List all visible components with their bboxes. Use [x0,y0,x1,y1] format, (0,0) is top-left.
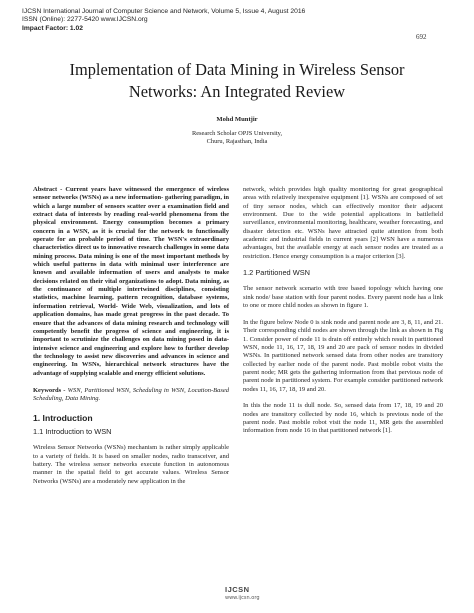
body-line: In this the node 11 is dull node. So, sensed data from 17, 18, [243,402,416,410]
abstract-line: WSNs, hierarchical network structures have the advantage [33,361,230,377]
abstract-line: has made great progress in the past decade. To ensure that [33,311,229,327]
intro-paragraph [33,444,229,486]
intro-line: Wireless Sensor Networks (WSNs) mechanism is rather [33,444,183,452]
body-line: that pervious node of parent node in partitioned system. [243,368,444,385]
body-line: earlier node of the parent node. Past mobile robot visits [278,360,436,368]
body-line: which is previous node of the parent node. Past mobile [243,410,443,426]
body-line: weather forecasting, and disaster detection etc. WSNs [243,219,443,235]
body-line: shown through the link as shown in Fig 1. Consider [243,327,443,343]
body-line: which having one sink node/ base station with four parent [243,285,443,301]
intro-line: Networks (WSNs) are a moderately new application in the [33,477,186,485]
body-line: of sensor nodes in divided WSNs. In partitioned network [243,343,443,360]
topology-paragraph [243,285,443,310]
journal-header-line2: ISSN (Online): 2277-5420 www.IJCSN.org [22,16,148,24]
keywords-line: WSN, Partitioned WSN, Scheduling in WSN, [67,386,188,394]
journal-logo [225,585,260,601]
author-name: Mohd Muntjir [216,116,258,123]
body-line: For example consider partitioned network nodes 11, 16, [243,377,443,393]
body-line: geographical areas with relatively inexpensive equipment [243,186,443,202]
body-line: have attracted quite attention from both academic and [243,227,443,244]
body-line: 17, 18, 19 and 20. [279,385,326,393]
journal-header-line1: IJCSN International Journal of Computer Science and Network, Volume 5, Issue 4, August 2016 [22,8,306,15]
body-line: information from node 16 in that partitioned network [1]. [243,427,392,435]
abstract-line: scatter over a examination field and extract data of interests [33,202,229,219]
abstract-line: research challenges in some data mining process. Data [33,244,230,260]
keywords-line: Location-Based Scheduling, Data Mining. [33,386,229,403]
keywords-label: Keywords - [33,386,68,394]
intro-line: smaller nodes, radio transceiver, and battery. The wireless [33,452,229,468]
journal-logo-mark: IJCSN [225,585,250,594]
affiliation-line1: Research Scholar OPJS University, [191,130,283,137]
abstract-line: Abstract - Current years have witnessed the emergence of [33,186,208,193]
section-heading-introduction: 1. Introduction [33,412,93,423]
abstract-line: WSN's extraordinary characteristics direct us to innovative [33,236,229,252]
journal-header [22,8,322,33]
body-line: robot visit the node 11, MR gets the assembled [312,418,444,426]
body-line: 19 and 20 nodes are transitory collected by node 16, [243,402,443,418]
body-line: the parent node; MR gets the gathering information from [243,360,443,376]
abstract-line: recognition, database systems, information retrieval, World- [33,294,230,310]
abstract-line: useful patterns in data with minimal user interference are [53,261,229,269]
abstract-line: wireless sensor networks (WSNs) as a new information- [33,186,229,202]
abstract-line: discoveries and advances in science and engineering. In [33,352,229,369]
body-line: industrial fields in current years [2] WSN have a [281,236,418,244]
wsn-paragraph [243,186,443,261]
abstract-line: functionally operate for an probable period of time. The [33,227,229,244]
figure-description-paragraph [243,319,443,394]
body-line: sensor nodes are treated as a restriction. Hence energy [243,244,443,260]
intro-line: in the spatial field to get accurate values. Wireless Sensor [56,469,229,477]
body-line: power of node 11 is drain off entirely which result in [274,335,415,343]
abstract-line: the advances of data mining research and technology will [66,319,229,327]
body-line: network, which provides high quality monitoring for great [243,186,410,193]
abstract-line: competently benefit the progress of science and engineering, [33,327,218,335]
paper-title [30,59,444,103]
abstract-line: disciplines, consisting statistics, machine learning, pattern [33,286,229,302]
body-line: nodes. Every parent node has a link to one or more child [243,293,443,310]
body-line: consumption is a major criterion [3]. [310,252,406,260]
abstract-line: how to further develop the technology to assist new [33,344,229,360]
journal-logo-url: www.ijcsn.org [225,595,260,601]
abstract-line: of supplying scalable and energy efficient solutions. [63,369,206,377]
abstract-line: posed in data-intensive science and engineering and explore [33,336,229,352]
left-column [33,186,229,486]
abstract-line: it is important to scrutinize the challenges on data mining [33,327,229,344]
body-line: are 3, 8, 11, and 21. Their corresponding child nodes are [243,318,443,335]
body-line: The sensor network scenario with tree based topology [243,285,395,293]
subsection-heading-intro-wsn: 1.1 Introduction to WSN [33,426,112,436]
intro-line: sensor networks execute function in autonomous manner [33,460,229,477]
body-line: which can effectively monitor their adjacent environment. [243,202,443,219]
subsection-heading-partitioned-wsn: 1.2 Partitioned WSN [243,268,310,278]
body-line: Due to the wide potential applications in battlefield [282,211,443,219]
right-column [243,186,443,436]
abstract-line: make decisions related on their vital organizations to adopt. [33,269,229,285]
body-line: nodes as shown in figure 1. [297,302,369,310]
abstract-line: known and available information of users and analysts to [33,269,214,277]
body-line: surveillance, environmental monitoring, healthcare, [243,219,380,227]
author-affiliation [30,130,444,147]
abstract-line: Data mining, as the continuance of multiple intertwined [33,277,229,294]
abstract-line: by reading real-world phenomena from the physical [33,211,229,227]
body-line: In the figure below Node 0 is sink node and parent node [243,318,392,326]
abstract-line: Wide Web, visualization, and lots of application domains, [33,302,230,319]
impact-factor: Impact Factor: 1.02 [22,24,83,32]
body-line: partitioned WSN, node 11, 16, 17, 18, 19 and 20 are pack [243,335,443,351]
affiliation-line2: Churu, Rajasthan, India [206,138,268,146]
abstract [33,186,229,378]
paper-title-line2: Networks: An Integrated Review [128,82,346,101]
abstract-line: environment. Energy consumption becomes a primary [60,219,229,227]
keywords [33,387,229,404]
body-line: numerous advantages, but the available energy at each [243,236,444,252]
body-line: [1]. WSNs are composed of set of tiny sensor nodes, [243,194,443,210]
page-number: 692 [416,33,427,41]
dull-node-paragraph [243,402,443,435]
abstract-line: concern in a WSN, as it is crucial for the network to [33,227,196,235]
paper-title-line1: Implementation of Data Mining in Wireless Sensor [69,60,405,79]
intro-line: simply applicable to a variety of fields. It is based on [33,444,229,460]
body-line: sensed data from other nodes are transitory collected by [243,352,443,368]
abstract-line: mining is one of the most important methods by which [33,252,229,269]
abstract-line: gathering paradigm, in which a large number of sensors [33,194,229,210]
